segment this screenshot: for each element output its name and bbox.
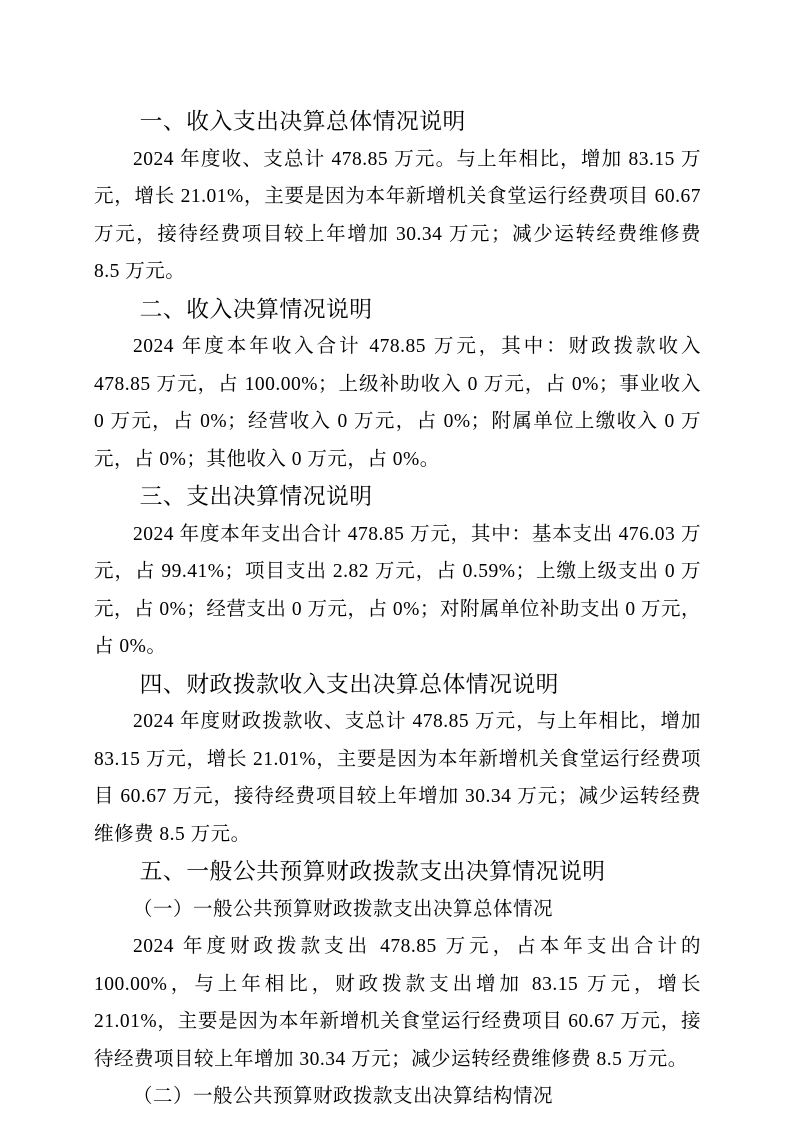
section-3-paragraph: 2024 年度本年支出合计 478.85 万元，其中：基本支出 476.03 万元，占 99.41%；项目支出 2.82 万元，占 0.59%；上缴上级支出 0 万元，占 0%；经营支出 0 万元，占 0%；对附属单位补助支出 0 万元，占 0%。 [94,523,701,657]
section-2-paragraph: 2024 年度本年收入合计 478.85 万元，其中：财政拨款收入 478.85 万元，占 100.00%；上级补助收入 0 万元，占 0%；事业收入 0 万元，占 0%；经营收入 0 万元，占 0%；附属单位上缴收入 0 万元，占 0%；其他收入 0 万元，占 0%。 [94,336,701,470]
section-heading-1: 一、收入支出决算总体情况说明 [139,108,466,134]
section-heading-4: 四、财政拨款收入支出决算总体情况说明 [139,670,559,697]
section-heading-5: 五、一般公共预算财政拨款支出决算情况说明 [139,858,606,884]
section-4-paragraph: 2024 年度财政拨款收、支总计 478.85 万元，与上年相比，增加 83.15 万元，增长 21.01%，主要是因为本年新增机关食堂运行经费项目 60.67 万元，接待经费项目较上年增加 30.34 万元；减少运转经费维修费 8.5 万元。 [94,711,701,845]
section-1-paragraph: 2024 年度收、支总计 478.85 万元。与上年相比，增加 83.15 万元，增长 21.01%，主要是因为本年新增机关食堂运行经费项目 60.67 万元，接待经费项目较上年增加 30.34 万元；减少运转经费维修费 8.5 万元。 [94,148,701,282]
section-heading-2: 二、收入决算情况说明 [139,295,373,322]
subsection-heading-5-1: （一）一般公共预算财政拨款支出决算总体情况 [133,897,554,920]
document-body [94,103,701,1116]
subsection-heading-5-2: （二）一般公共预算财政拨款支出决算结构情况 [133,1085,554,1107]
section-heading-3: 三、支出决算情况说明 [139,483,373,509]
subsection-5-1-paragraph: 2024 年度财政拨款支出 478.85 万元，占本年支出合计的 100.00%，与上年相比，财政拨款支出增加 83.15 万元，增长 21.01%，主要是因为本年新增机关食堂运行经费项目 60.67 万元，接待经费项目较上年增加 30.34 万元；减少运转经费维修费 8.5 万元。 [94,936,701,1070]
